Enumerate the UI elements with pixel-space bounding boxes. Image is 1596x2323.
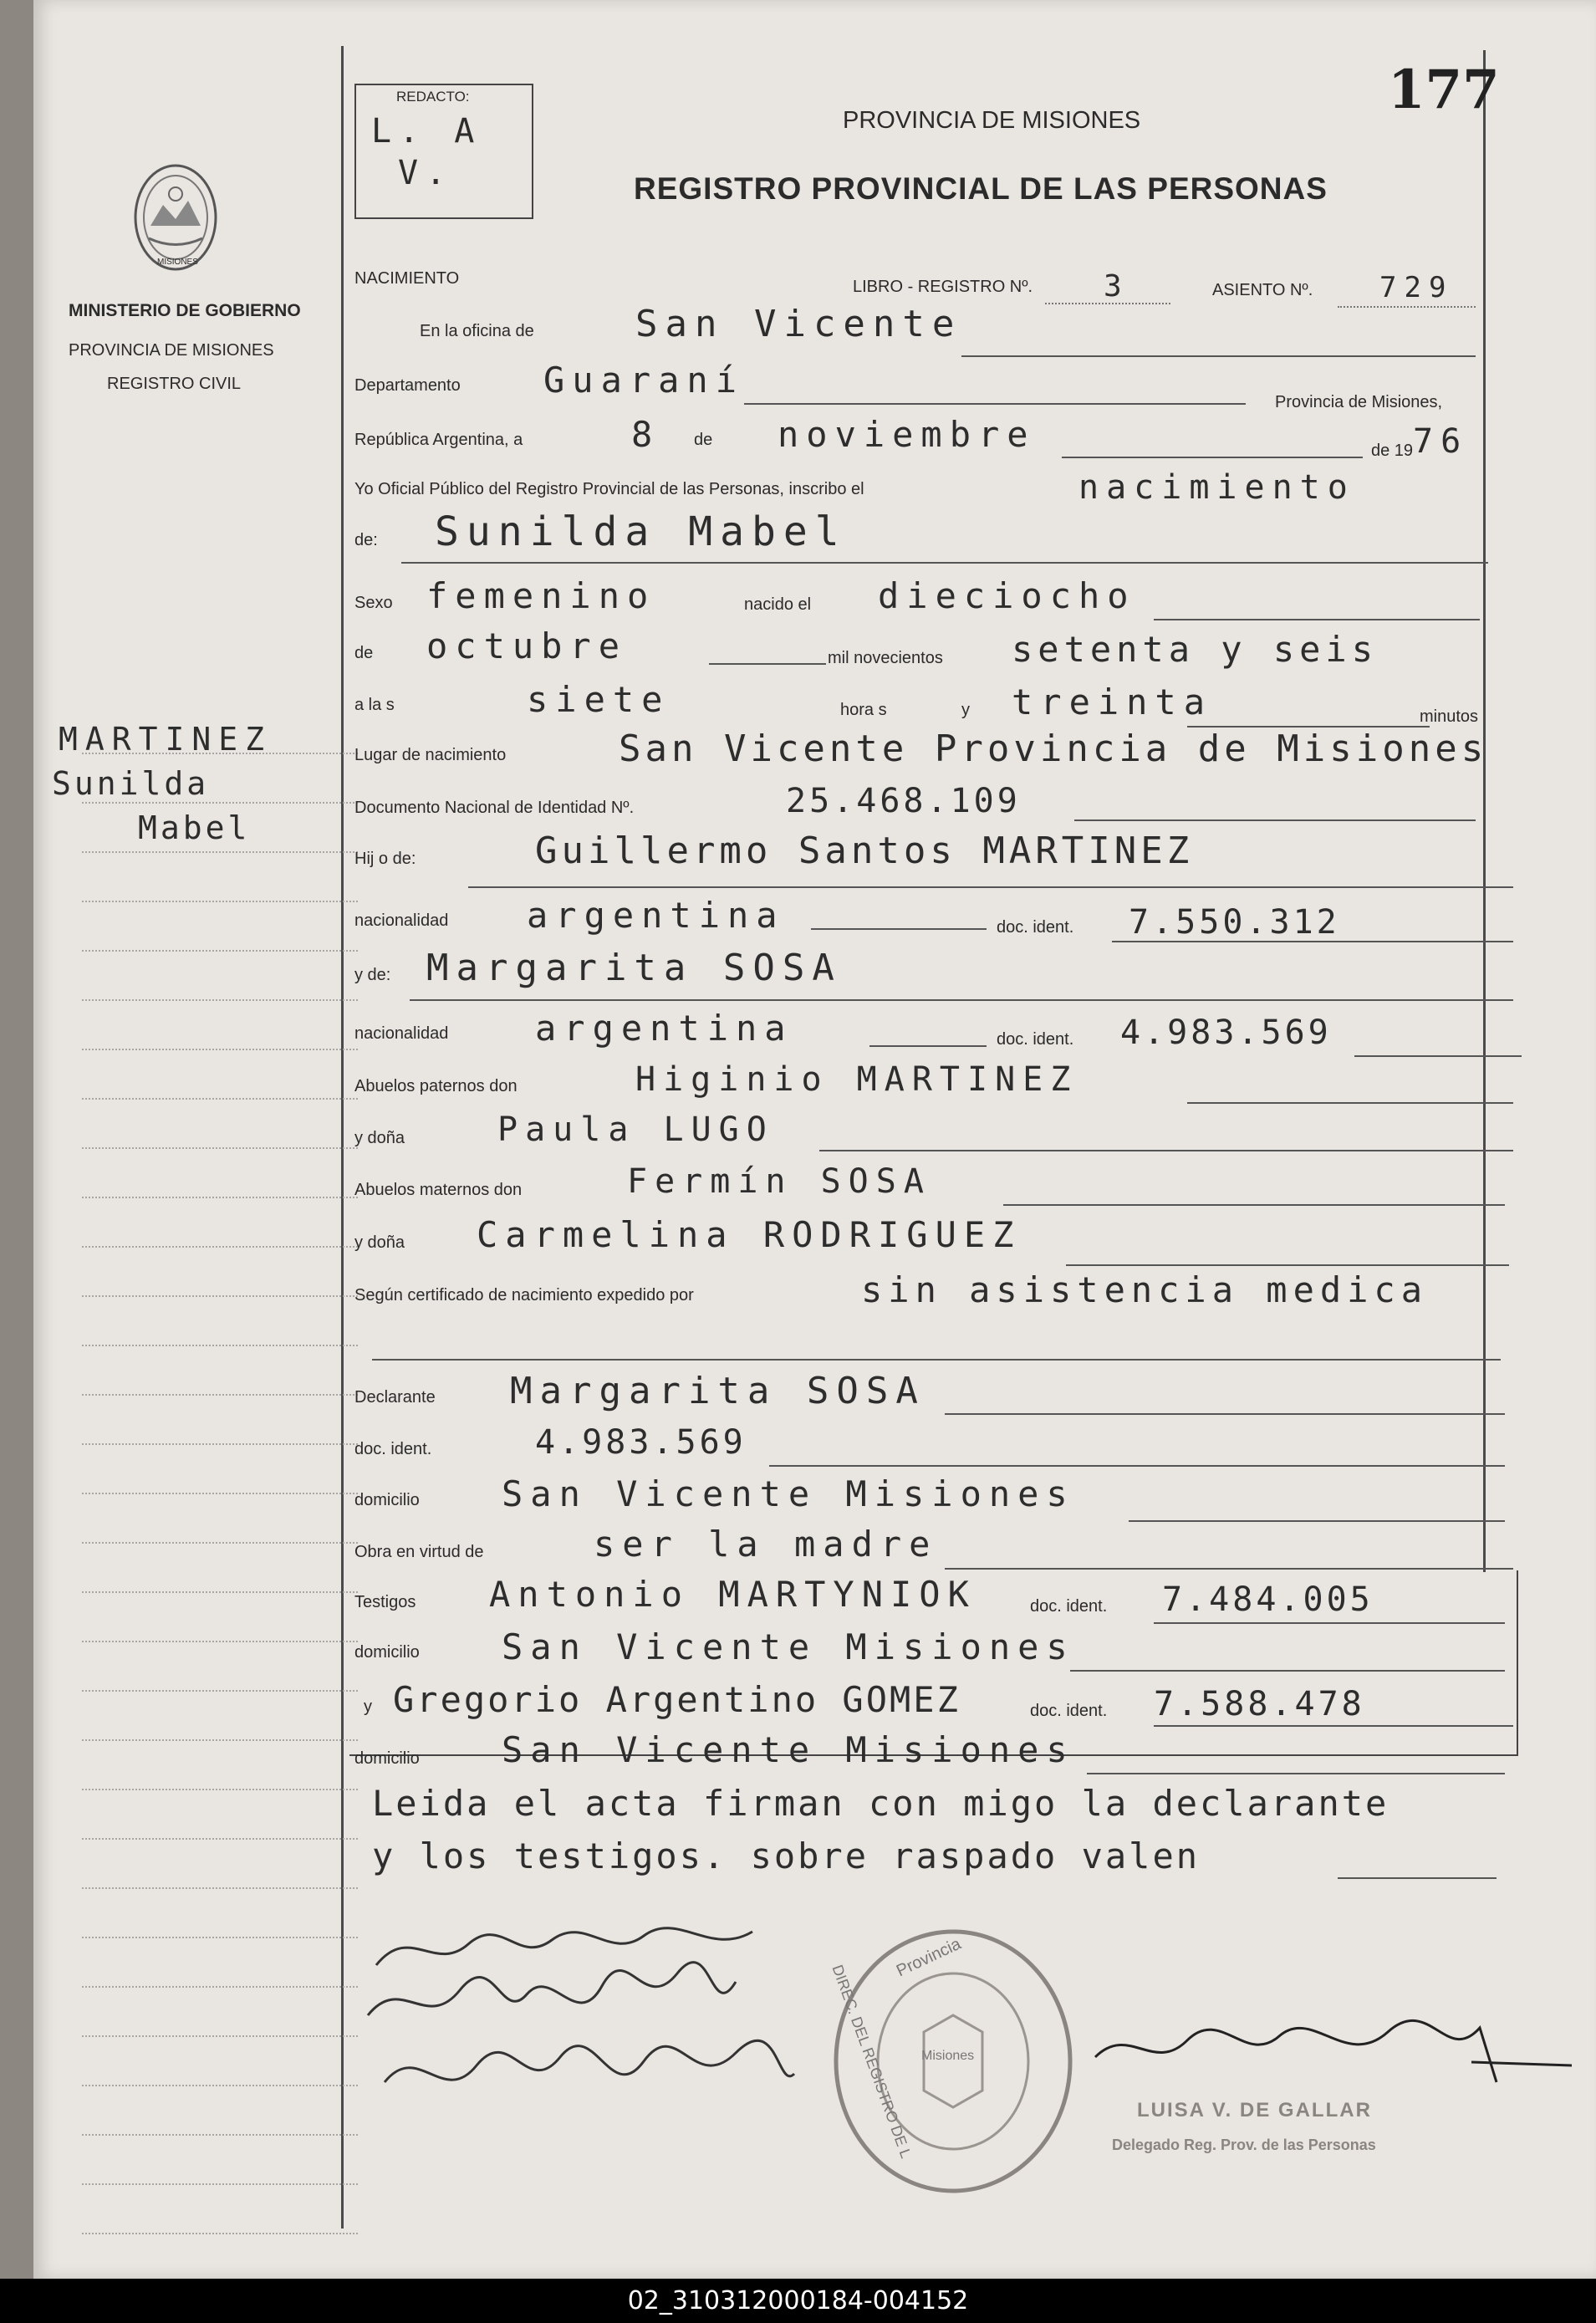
testigo1-value: Antonio MARTYNIOK [489,1574,976,1615]
margin-ruling [82,802,358,804]
alas-label: a la s [354,696,395,714]
right-column-rule [1483,50,1486,1572]
margin-given2: Mabel [138,809,251,846]
declarante-line [945,1413,1505,1415]
margin-ruling [82,1937,358,1938]
dni-line [1074,819,1476,821]
hora-value: siete [527,679,671,720]
margin-ruling [82,1739,358,1741]
departamento-label: Departamento [354,376,461,395]
stamp-center: Misiones [921,2049,975,2063]
margin-ruling [82,2134,358,2136]
margin-ruling [82,1591,358,1593]
decl-domicilio-label: domicilio [354,1491,420,1509]
margin-ruling [82,1147,358,1149]
y-dona-label-1: y doña [354,1129,405,1147]
padre-line [468,886,1513,888]
margin-ruling [82,1838,358,1840]
decl-domicilio-value: San Vicente Misiones [502,1473,1075,1514]
anio-value: setenta y seis [1012,629,1379,670]
margin-ruling [82,1493,358,1494]
republica-label: República Argentina, a [354,431,523,449]
closing-line-1: Leida el acta firman con migo la declarante [372,1783,1389,1824]
padre-doc-value: 7.550.312 [1129,903,1340,942]
nacido-value: dieciocho [878,575,1136,616]
official-stamp [828,1923,1078,2199]
header-province: PROVINCIA DE MISIONES [843,107,1141,134]
month-line [1062,457,1363,458]
testigo1-dom-label: domicilio [354,1643,420,1662]
mes-line [709,663,826,665]
abuelo-mat-value: Fermín SOSA [627,1162,931,1201]
minutos-value: treinta [1012,682,1213,722]
abuela-mat-value: Carmelina RODRIGUEZ [477,1214,1022,1255]
nacionalidad-label-1: nacionalidad [354,911,449,930]
abuela-mat-line [1066,1264,1509,1266]
provincia-label: Provincia de Misiones, [1275,393,1443,411]
dni-value: 25.468.109 [786,782,1021,820]
abuelo-pat-line [1187,1102,1513,1104]
decl-domicilio-line [1129,1520,1505,1522]
province-label: PROVINCIA DE MISIONES [69,341,274,360]
margin-ruling [82,1887,358,1889]
official-signature [1078,2007,1580,2091]
certificado-line-2 [372,1359,1501,1361]
madre-line [410,999,1513,1001]
horas-label: hora s [840,701,887,719]
closing-line [1338,1877,1497,1879]
libro-value: 3 [1104,269,1129,304]
name-value: Sunilda Mabel [435,508,847,555]
margin-ruling [82,1986,358,1988]
declarante-label: Declarante [354,1388,436,1407]
margin-ruling [82,1345,358,1346]
seal-caption: MISIONES [157,258,198,267]
decl-doc-value: 4.983.569 [535,1423,747,1462]
y-label: y [961,701,970,719]
obra-value: ser la madre [594,1524,938,1565]
margin-ruling [82,1690,358,1692]
margin-ruling [82,2085,358,2086]
departamento-value: Guaraní [543,360,745,401]
margin-ruling [82,1049,358,1050]
coat-of-arms-seal [125,159,226,280]
margin-ruling [82,1443,358,1445]
de2-label: de [354,644,374,662]
abuelo-mat-line [1003,1204,1505,1206]
margin-ruling [82,999,358,1001]
redacto-line2: V. [398,154,454,192]
declarante-value: Margarita SOSA [510,1370,925,1412]
margin-ruling [82,2233,358,2234]
dni-label: Documento Nacional de Identidad Nº. [354,799,635,817]
abuelos-pat-label: Abuelos paternos don [354,1077,518,1095]
page-number: 177 [1388,59,1500,121]
margin-ruling [82,1641,358,1642]
decl-doc-line [769,1465,1505,1467]
margin-ruling [82,1295,358,1297]
testigo2-value: Gregorio Argentino GOMEZ [393,1679,961,1720]
abuela-pat-value: Paula LUGO [497,1110,774,1149]
redacto-label: REDACTO: [396,89,470,105]
testigo1-dom-line [1070,1670,1505,1672]
lugar-label: Lugar de nacimiento [354,746,507,764]
certificado-value: sin asistencia medica [861,1269,1429,1310]
asiento-value: 729 [1379,271,1454,304]
redacto-line1: L. A [371,112,482,151]
doc-ident-label-1: doc. ident. [997,918,1074,937]
yo-oficial-value: nacimiento [1078,468,1355,507]
testigo2-dom-line [1087,1773,1505,1774]
y-prefix: y [364,1698,372,1716]
margin-ruling [82,1394,358,1396]
official-stamp-name: LUISA V. DE GALLAR [1137,2099,1372,2121]
file-id-footer: 02_310312000184-004152 [0,2279,1596,2323]
document-page [33,0,1596,2279]
year-value: 76 [1413,422,1469,461]
margin-ruling [82,2183,358,2185]
madre-doc-value: 4.983.569 [1120,1013,1332,1052]
margin-ruling [82,2035,358,2037]
margin-ruling [82,1098,358,1100]
abuelos-mat-label: Abuelos maternos don [354,1181,523,1199]
name-line [401,562,1488,564]
closing-line-2: y los testigos. sobre raspado valen [372,1835,1201,1876]
y-dona-label-2: y doña [354,1233,405,1252]
testigo2-dom-label: domicilio [354,1749,420,1768]
testigo2-doc-value: 7.588.478 [1154,1685,1365,1723]
mes-value: octubre [426,625,628,666]
testigo1-doc-value: 7.484.005 [1162,1580,1374,1619]
margin-ruling [82,901,358,902]
asiento-line [1338,306,1476,308]
padre-value: Guillermo Santos MARTINEZ [535,830,1194,872]
sexo-label: Sexo [354,594,393,612]
y-de-label: y de: [354,966,391,984]
nacimiento-label: NACIMIENTO [354,269,460,288]
minutos-label: minutos [1420,707,1479,726]
de-label: de [694,431,713,449]
certificado-label: Según certificado de nacimiento expedido por [354,1286,694,1304]
redacto-box [354,84,533,219]
padre-doc-line [1112,941,1513,942]
margin-ruling [82,1789,358,1790]
nacido-label: nacido el [744,595,812,614]
testigos-label: Testigos [354,1593,416,1611]
oficina-label: En la oficina de [420,322,534,340]
margin-ruling [82,950,358,952]
year-label: de 19 [1371,442,1414,460]
witness-signatures [359,1915,828,2141]
day-value: 8 [631,414,660,455]
margin-surname: MARTINEZ [59,721,273,758]
testigo2-doc-line [1154,1725,1513,1727]
hijo-label: Hij o de: [354,850,416,868]
margin-ruling [82,1197,358,1198]
decl-doc-label: doc. ident. [354,1440,432,1458]
obra-label: Obra en virtud de [354,1543,484,1561]
margin-ruling [82,1246,358,1248]
official-stamp-title: Delegado Reg. Prov. de las Personas [1112,2137,1376,2153]
doc-ident-label-2: doc. ident. [997,1030,1074,1049]
abuelo-pat-value: Higinio MARTINEZ [635,1060,1078,1099]
month-value: noviembre [778,414,1036,455]
yo-oficial-label: Yo Oficial Público del Registro Provincial de las Personas, inscribo el [354,480,864,498]
obra-line [945,1568,1513,1570]
libro-label: LIBRO - REGISTRO Nº. [853,278,1033,296]
testigo1-doc-line [1154,1622,1505,1624]
madre-nac-value: argentina [535,1008,793,1049]
margin-ruling [82,1542,358,1544]
left-column-rule [341,46,344,2229]
abuela-pat-line [819,1150,1513,1151]
ministry-label: MINISTERIO DE GOBIERNO [69,301,301,320]
padre-nac-line [811,928,987,930]
lugar-value: San Vicente Provincia de Misiones [619,728,1488,770]
asiento-label: ASIENTO Nº. [1212,281,1313,299]
mil-label: mil novecientos [828,649,943,667]
testigo1-dom-value: San Vicente Misiones [502,1626,1075,1667]
testigo1-doc-label: doc. ident. [1030,1597,1108,1616]
margin-given1: Sunilda [52,765,210,802]
departamento-line [744,403,1246,405]
oficina-line [961,355,1476,357]
stamp-ring-top: Provincia [893,1934,964,1981]
testigo2-dom-value: San Vicente Misiones [502,1729,1075,1770]
testigo2-doc-label: doc. ident. [1030,1702,1108,1720]
padre-nac-value: argentina [527,895,785,936]
oficina-value: San Vicente [635,303,962,345]
sexo-value: femenino [426,575,656,616]
stamp-ring-left: DIREC. DEL REGISTRO DE L [829,1963,915,2161]
madre-nac-line [869,1045,987,1047]
header-title: REGISTRO PROVINCIAL DE LAS PERSONAS [634,171,1328,206]
nacido-line [1154,619,1480,620]
name-de-label: de: [354,531,378,549]
madre-doc-line [1354,1055,1522,1057]
madre-value: Margarita SOSA [426,947,842,989]
margin-ruling [82,851,358,853]
civil-registry-label: REGISTRO CIVIL [107,375,242,393]
nacionalidad-label-2: nacionalidad [354,1024,449,1043]
